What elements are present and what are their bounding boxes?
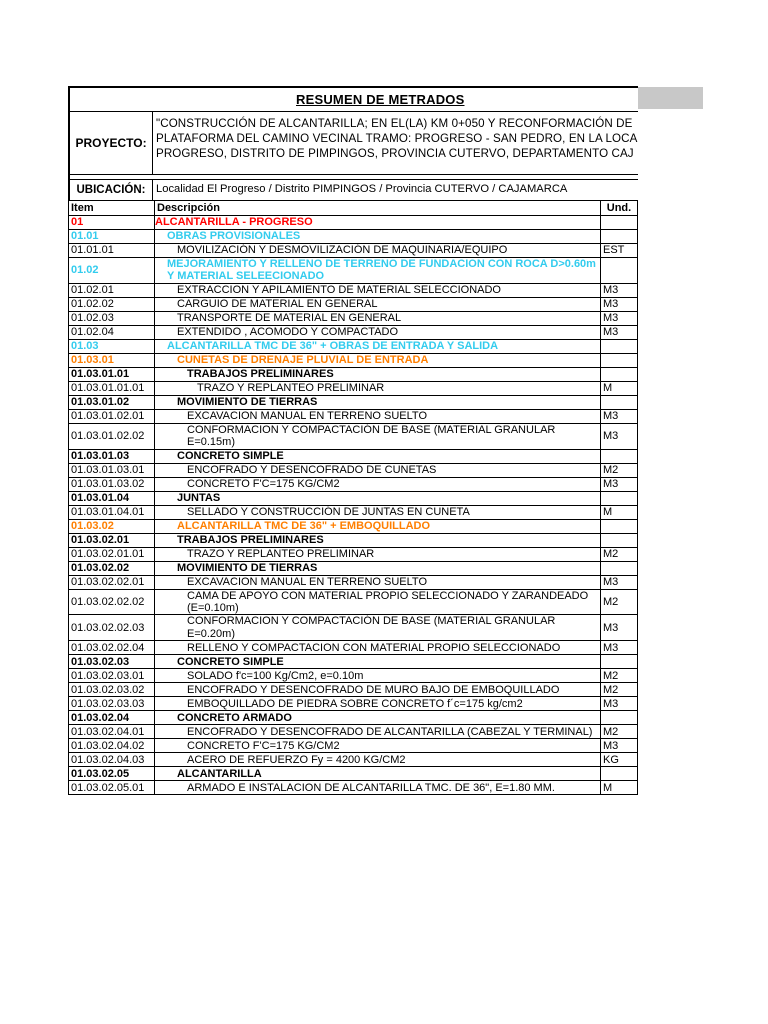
- table-row: [69, 325, 638, 339]
- item-unit: [601, 711, 638, 725]
- table-row: [69, 725, 638, 739]
- table-row: [69, 491, 638, 505]
- item-unit: M3: [601, 325, 638, 339]
- item-description: SOLADO f'c=100 Kg/Cm2, e=0.10m: [155, 669, 601, 683]
- item-description: EXCAVACION MANUAL EN TERRENO SUELTO: [155, 575, 601, 589]
- item-unit: M3: [601, 311, 638, 325]
- item-code: 01.03: [69, 339, 155, 353]
- item-code: 01.03.02.01: [69, 533, 155, 547]
- item-code: 01.03.01.01: [69, 367, 155, 381]
- table-row: [69, 505, 638, 519]
- item-description: ENCOFRADO Y DESENCOFRADO DE ALCANTARILLA (CABEZAL Y TERMINAL): [155, 725, 601, 739]
- table-row: [69, 353, 638, 367]
- item-code: 01.03.01.04: [69, 491, 155, 505]
- page-title: RESUMEN DE METRADOS: [296, 92, 465, 107]
- title-row: [68, 86, 638, 111]
- item-unit: M3: [601, 283, 638, 297]
- item-description: TRAZO Y REPLANTEO PRELIMINAR: [155, 381, 601, 395]
- item-unit: [601, 561, 638, 575]
- item-code: 01.02.04: [69, 325, 155, 339]
- item-unit: [601, 258, 638, 284]
- table-row: [69, 589, 638, 615]
- item-code: 01: [69, 216, 155, 230]
- header-item: Item: [69, 201, 155, 216]
- item-code: 01.02.01: [69, 283, 155, 297]
- item-unit: M3: [601, 423, 638, 449]
- item-unit: M: [601, 505, 638, 519]
- item-description: EMBOQUILLADO DE PIEDRA SOBRE CONCRETO f´c=175 kg/cm2: [155, 697, 601, 711]
- table-row: [69, 244, 638, 258]
- table-row: [69, 297, 638, 311]
- table-row: [69, 655, 638, 669]
- item-description: JUNTAS: [155, 491, 601, 505]
- location-row: [68, 179, 638, 200]
- item-code: 01.03.02.02.04: [69, 641, 155, 655]
- table-row: [69, 753, 638, 767]
- item-description: OBRAS PROVISIONALES: [155, 230, 601, 244]
- table-row: [69, 697, 638, 711]
- header-unit: Und.: [601, 201, 638, 216]
- table-header: [69, 201, 638, 216]
- item-description: CONFORMACION Y COMPACTACIÓN DE BASE (MATERIAL GRANULAR E=0.20m): [155, 615, 601, 641]
- table-row: [69, 409, 638, 423]
- item-description: CONCRETO ARMADO: [155, 711, 601, 725]
- item-unit: EST: [601, 244, 638, 258]
- table-row: [69, 230, 638, 244]
- item-description: TRAZO Y REPLANTEO PRELIMINAR: [155, 547, 601, 561]
- item-code: 01.03.02.02.02: [69, 589, 155, 615]
- item-description: RELLENO Y COMPACTACION CON MATERIAL PROPIO SELECCIONADO: [155, 641, 601, 655]
- item-description: TRABAJOS PRELIMINARES: [155, 533, 601, 547]
- item-code: 01.03.01.02.01: [69, 409, 155, 423]
- project-row: [68, 111, 638, 174]
- item-unit: [601, 491, 638, 505]
- item-code: 01.03.02.02.01: [69, 575, 155, 589]
- table-row: [69, 683, 638, 697]
- item-code: 01.03.02.05.01: [69, 781, 155, 795]
- item-description: CONFORMACION Y COMPACTACIÓN DE BASE (MATERIAL GRANULAR E=0.15m): [155, 423, 601, 449]
- item-description: CONCRETO F'C=175 KG/CM2: [155, 739, 601, 753]
- item-code: 01.03.02.03.01: [69, 669, 155, 683]
- item-unit: [601, 216, 638, 230]
- table-row: [69, 477, 638, 491]
- item-unit: M3: [601, 409, 638, 423]
- item-code: 01.03.01.03.02: [69, 477, 155, 491]
- item-code: 01.03.01.03.01: [69, 463, 155, 477]
- item-unit: M3: [601, 297, 638, 311]
- item-description: SELLADO Y CONSTRUCCIÓN DE JUNTAS EN CUNETA: [155, 505, 601, 519]
- item-description: TRANSPORTE DE MATERIAL EN GENERAL: [155, 311, 601, 325]
- project-line: PLATAFORMA DEL CAMINO VECINAL TRAMO: PROGRESO - SAN PEDRO, EN LA LOCA: [156, 132, 638, 145]
- metrados-table: [68, 200, 638, 795]
- item-description: MOVIMIENTO DE TIERRAS: [155, 561, 601, 575]
- item-unit: M3: [601, 739, 638, 753]
- item-code: 01.03.02.02.03: [69, 615, 155, 641]
- item-code: 01.03.02.04.03: [69, 753, 155, 767]
- item-code: 01.03.01: [69, 353, 155, 367]
- header-description: Descripción: [155, 201, 601, 216]
- item-description: ALCANTARILLA TMC DE 36" + EMBOQUILLADO: [155, 519, 601, 533]
- item-unit: M: [601, 781, 638, 795]
- project-line: "CONSTRUCCIÓN DE ALCANTARILLA; EN EL(LA) KM 0+050 Y RECONFORMACIÓN DE: [156, 117, 633, 130]
- item-code: 01.03.01.02: [69, 395, 155, 409]
- item-description: EXTENDIDO , ACOMODO Y COMPACTADO: [155, 325, 601, 339]
- item-description: MEJORAMIENTO Y RELLENO DE TERRENO DE FUNDACION CON ROCA D>0.60m Y MATERIAL SELEECIONADO: [155, 258, 601, 284]
- item-unit: [601, 519, 638, 533]
- table-row: [69, 339, 638, 353]
- item-unit: M2: [601, 463, 638, 477]
- item-unit: [601, 655, 638, 669]
- item-code: 01.03.02.02: [69, 561, 155, 575]
- item-code: 01.03.02.03: [69, 655, 155, 669]
- item-unit: [601, 339, 638, 353]
- item-code: 01.03.02.03.02: [69, 683, 155, 697]
- table-row: [69, 533, 638, 547]
- item-unit: M2: [601, 547, 638, 561]
- item-unit: M3: [601, 615, 638, 641]
- project-label: PROYECTO:: [70, 112, 153, 174]
- table-row: [69, 519, 638, 533]
- table-row: [69, 547, 638, 561]
- item-description: TRABAJOS PRELIMINARES: [155, 367, 601, 381]
- table-row: [69, 561, 638, 575]
- item-code: 01.03.01.03: [69, 449, 155, 463]
- item-unit: [601, 533, 638, 547]
- item-description: CONCRETO SIMPLE: [155, 449, 601, 463]
- item-unit: M2: [601, 589, 638, 615]
- item-code: 01.02.02: [69, 297, 155, 311]
- item-description: ALCANTARILLA - PROGRESO: [155, 216, 601, 230]
- item-code: 01.03.02: [69, 519, 155, 533]
- item-code: 01.01.01: [69, 244, 155, 258]
- item-code: 01.02: [69, 258, 155, 284]
- table-row: [69, 367, 638, 381]
- table-row: [69, 381, 638, 395]
- item-unit: M3: [601, 697, 638, 711]
- item-unit: M2: [601, 683, 638, 697]
- item-description: EXCAVACION MANUAL EN TERRENO SUELTO: [155, 409, 601, 423]
- item-code: 01.03.02.05: [69, 767, 155, 781]
- item-unit: M: [601, 381, 638, 395]
- item-description: ALCANTARILLA: [155, 767, 601, 781]
- item-unit: M3: [601, 641, 638, 655]
- item-code: 01.02.03: [69, 311, 155, 325]
- item-unit: [601, 353, 638, 367]
- item-description: ARMADO E INSTALACION DE ALCANTARILLA TMC. DE 36", E=1.80 MM.: [155, 781, 601, 795]
- table-row: [69, 258, 638, 284]
- table-row: [69, 767, 638, 781]
- item-unit: M3: [601, 575, 638, 589]
- item-description: ACERO DE REFUERZO Fy = 4200 KG/CM2: [155, 753, 601, 767]
- item-code: 01.03.02.01.01: [69, 547, 155, 561]
- table-row: [69, 711, 638, 725]
- table-row: [69, 283, 638, 297]
- project-line: PROGRESO, DISTRITO DE PIMPINGOS, PROVINCIA CUTERVO, DEPARTAMENTO CAJ: [156, 147, 634, 160]
- item-code: 01.03.01.01.01: [69, 381, 155, 395]
- item-unit: M2: [601, 725, 638, 739]
- table-row: [69, 463, 638, 477]
- table-row: [69, 311, 638, 325]
- item-unit: KG: [601, 753, 638, 767]
- item-unit: [601, 395, 638, 409]
- header-shaded-cell: [638, 87, 703, 109]
- item-description: ALCANTARILLA TMC DE 36" + OBRAS DE ENTRADA Y SALIDA: [155, 339, 601, 353]
- item-unit: [601, 367, 638, 381]
- item-unit: M3: [601, 477, 638, 491]
- item-description: CARGUIO DE MATERIAL EN GENERAL: [155, 297, 601, 311]
- item-code: 01.03.02.04: [69, 711, 155, 725]
- table-row: [69, 395, 638, 409]
- table-row: [69, 423, 638, 449]
- table-row: [69, 575, 638, 589]
- table-row: [69, 449, 638, 463]
- item-description: EXTRACCION Y APILAMIENTO DE MATERIAL SELECCIONADO: [155, 283, 601, 297]
- item-unit: [601, 449, 638, 463]
- item-code: 01.01: [69, 230, 155, 244]
- item-unit: M2: [601, 669, 638, 683]
- item-description: MOVIMIENTO DE TIERRAS: [155, 395, 601, 409]
- project-text: [153, 112, 638, 174]
- item-code: 01.03.01.02.02: [69, 423, 155, 449]
- item-unit: [601, 230, 638, 244]
- item-code: 01.03.01.04.01: [69, 505, 155, 519]
- table-row: [69, 641, 638, 655]
- item-description: CONCRETO SIMPLE: [155, 655, 601, 669]
- item-code: 01.03.02.04.01: [69, 725, 155, 739]
- location-value: Localidad El Progreso / Distrito PIMPINGOS / Provincia CUTERVO / CAJAMARCA: [156, 183, 568, 195]
- item-description: CUNETAS DE DRENAJE PLUVIAL DE ENTRADA: [155, 353, 601, 367]
- item-description: CONCRETO F'C=175 KG/CM2: [155, 477, 601, 491]
- table-row: [69, 615, 638, 641]
- item-description: ENCOFRADO Y DESENCOFRADO DE CUNETAS: [155, 463, 601, 477]
- item-description: MOVILIZACIÓN Y DESMOVILIZACIÓN DE MAQUINARIA/EQUIPO: [155, 244, 601, 258]
- table-row: [69, 739, 638, 753]
- table-row: [69, 669, 638, 683]
- item-description: ENCOFRADO Y DESENCOFRADO DE MURO BAJO DE EMBOQUILLADO: [155, 683, 601, 697]
- item-description: CAMA DE APOYO CON MATERIAL PROPIO SELECCIONADO Y ZARANDEADO (E=0.10m): [155, 589, 601, 615]
- table-row: [69, 781, 638, 795]
- location-label: UBICACIÓN:: [70, 180, 153, 200]
- item-unit: [601, 767, 638, 781]
- item-code: 01.03.02.04.02: [69, 739, 155, 753]
- metrados-sheet: [68, 86, 638, 795]
- table-row: [69, 216, 638, 230]
- item-code: 01.03.02.03.03: [69, 697, 155, 711]
